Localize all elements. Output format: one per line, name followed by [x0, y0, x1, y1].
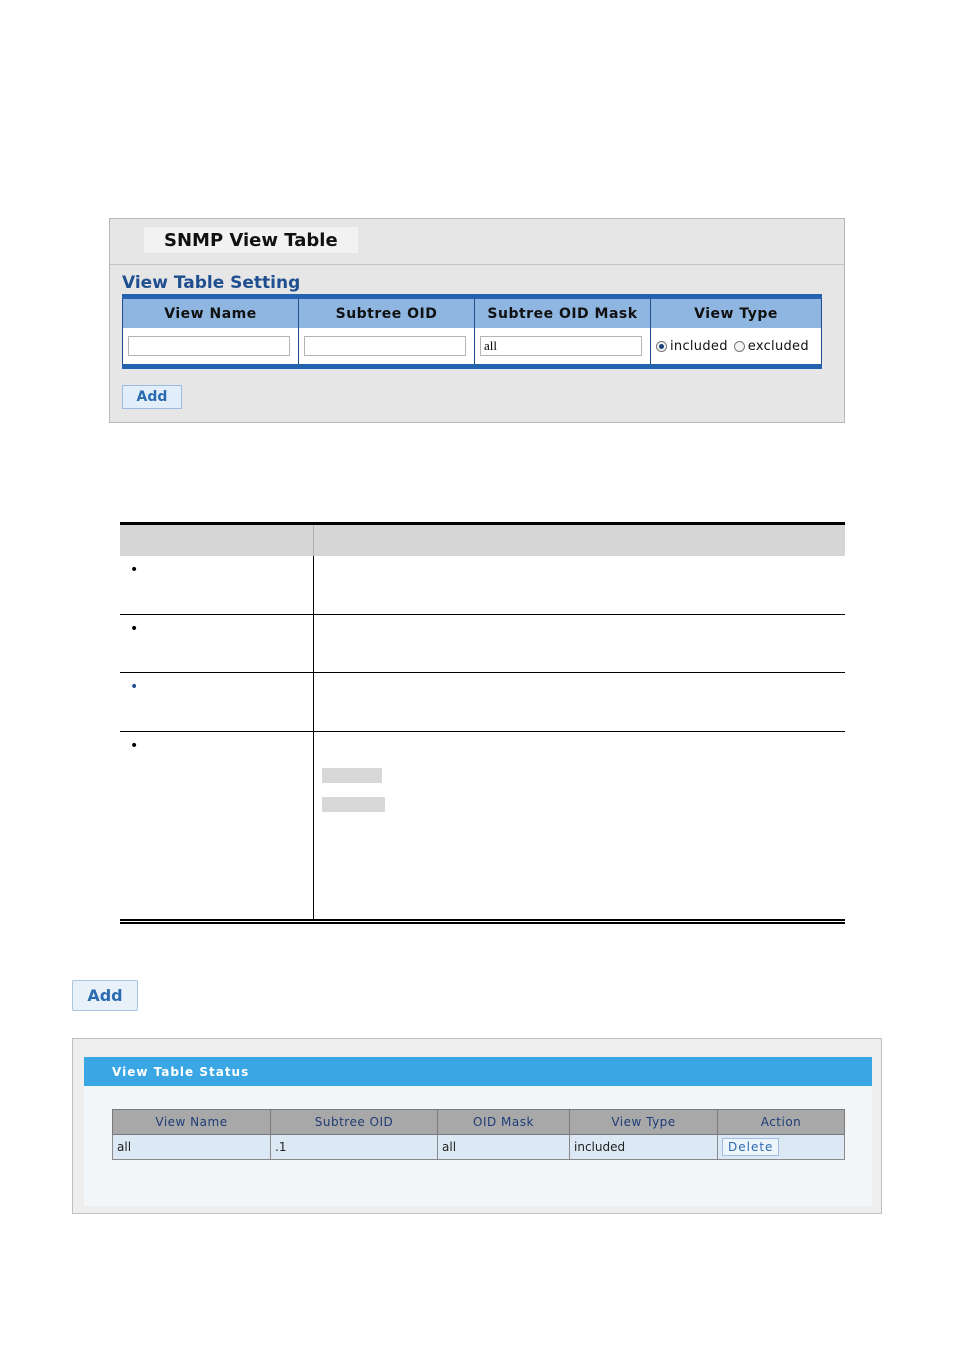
panel-title-box [144, 227, 358, 253]
delete-button[interactable]: Delete [722, 1138, 779, 1156]
cell-view-name: all [113, 1135, 271, 1160]
status-panel-title: View Table Status [112, 1065, 250, 1079]
desc-row-divider [120, 672, 845, 673]
status-col-oid-mask: OID Mask [438, 1110, 570, 1135]
desc-table-header [120, 525, 845, 556]
bullet-4: • [130, 738, 139, 754]
status-col-view-type: View Type [570, 1110, 718, 1135]
option-chip-excluded [322, 797, 385, 812]
status-panel-header [84, 1057, 872, 1086]
column-header-subtree-oid-mask: Subtree OID Mask [475, 297, 651, 329]
setting-header-row [123, 297, 822, 329]
bullet-1: • [130, 562, 139, 578]
add-button[interactable]: Add [122, 385, 182, 409]
cell-oid-mask: all [438, 1135, 570, 1160]
subtree-oid-cell [299, 328, 475, 366]
view-table-status [112, 1109, 845, 1160]
desc-table-bottom-border [120, 919, 845, 921]
column-header-subtree-oid: Subtree OID [299, 297, 475, 329]
status-header-row [113, 1110, 845, 1135]
table-row [113, 1135, 845, 1160]
radio-included[interactable] [656, 341, 667, 352]
view-type-radio-group [656, 339, 816, 354]
bullet-3: • [130, 679, 139, 695]
view-name-cell [123, 328, 299, 366]
cell-subtree-oid: .1 [271, 1135, 438, 1160]
panel-title: SNMP View Table [164, 230, 338, 251]
setting-input-row [123, 328, 822, 366]
add-button-sample[interactable]: Add [72, 980, 138, 1011]
desc-table-bottom-border [120, 922, 845, 924]
cell-action [718, 1135, 845, 1160]
subtree-oid-mask-cell [475, 328, 651, 366]
option-chip-included [322, 768, 382, 783]
status-col-action: Action [718, 1110, 845, 1135]
column-header-view-type: View Type [651, 297, 822, 329]
desc-header-divider [313, 525, 314, 556]
status-col-subtree-oid: Subtree OID [271, 1110, 438, 1135]
bullet-2: • [130, 621, 139, 637]
column-header-view-name: View Name [123, 297, 299, 329]
subtree-oid-mask-input[interactable] [480, 336, 642, 356]
cell-view-type: included [570, 1135, 718, 1160]
desc-column-divider [313, 556, 314, 920]
panel-divider [110, 264, 844, 265]
view-name-input[interactable] [128, 336, 290, 356]
view-table-status-panel [72, 1038, 882, 1214]
desc-row-divider [120, 731, 845, 732]
status-col-view-name: View Name [113, 1110, 271, 1135]
subtree-oid-input[interactable] [304, 336, 466, 356]
radio-excluded[interactable] [734, 341, 745, 352]
view-type-cell [651, 328, 822, 366]
section-title: View Table Setting [122, 273, 301, 293]
view-table-setting [122, 294, 822, 369]
snmp-view-table-panel [109, 218, 845, 423]
radio-excluded-label: excluded [747, 338, 809, 354]
radio-included-label: included [670, 338, 728, 354]
desc-row-divider [120, 614, 845, 615]
